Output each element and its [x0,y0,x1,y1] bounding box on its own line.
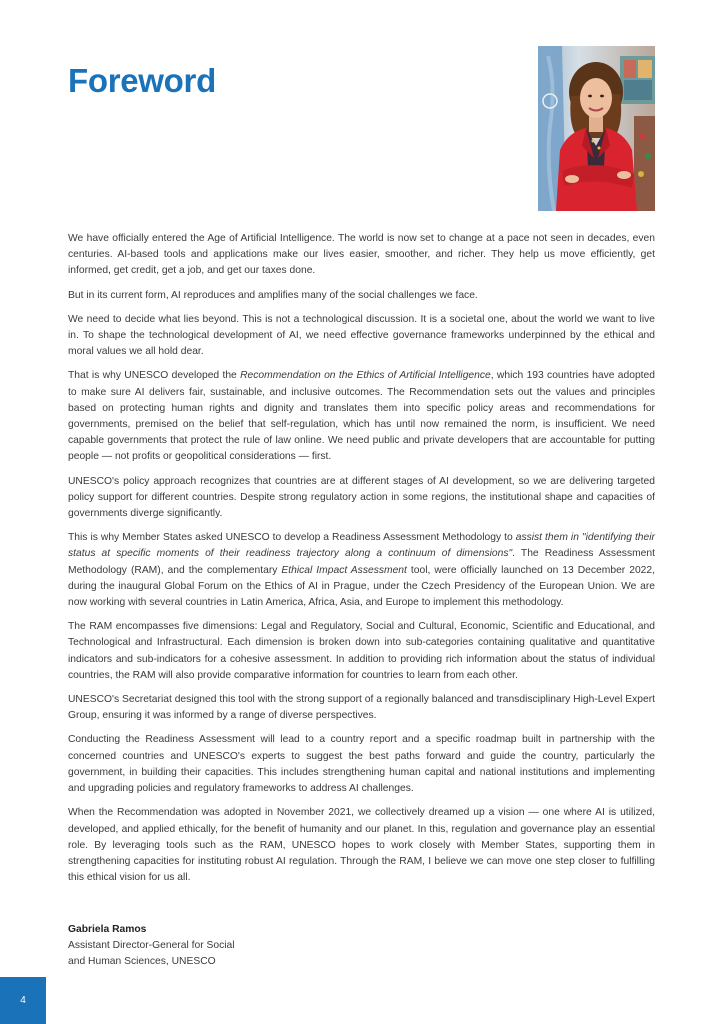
paragraph-3: We need to decide what lies beyond. This is not a technological discussion. It is a societal one, about the world we want to live in. To shape the technological development of AI, we need effective governance frameworks underpinned by the ethical and moral values we all hold dear. [68,313,655,358]
signatory-title-line-2: and Human Sciences, UNESCO [68,956,216,967]
paragraph-8: UNESCO's Secretariat designed this tool with the strong support of a regionally balanced and transdisciplinary High-Level Expert Group, ensuring it was informed by a range of diverse perspectives. [68,694,655,722]
ram-quote: assist them in "identifying their status at specific moments of their readiness trajectory along a continuum of dimensions" [68,532,655,560]
signature-block [68,922,235,970]
recommendation-title: Recommendation on the Ethics of Artificial Intelligence [240,370,491,382]
eia-title: Ethical Impact Assessment [281,564,407,576]
page-number-badge [0,977,46,1024]
paragraph-6: This is why Member States asked UNESCO to develop a Readiness Assessment Methodology to assist them in "identifying their status at specific moments of their readiness trajectory along a continuum of dimensions". The Readiness Assessment Methodology (RAM), and the complementary Ethical Impact Assessment tool, were officially launched on 13 December 2022, during the inaugural Global Forum on the Ethics of AI in Prague, under the Czech Presidency of the European Union. We are now working with several countries in Latin America, Africa, Asia, and Europe to implement this methodology. [68,532,655,609]
signatory-name: Gabriela Ramos [68,924,147,935]
page-title: Foreword [68,62,216,99]
paragraph-1: We have officially entered the Age of Artificial Intelligence. The world is now set to change at a pace not seen in decades, even centuries. AI-based tools and applications make our lives easier, smoother, and richer. They help us move efficiently, get informed, get credit, get a job, and get our taxes done. [68,233,655,277]
paragraph-7: The RAM encompasses five dimensions: Legal and Regulatory, Social and Cultural, Economic, Scientific and Educational, and Technological and Infrastructural. Each dimension is broken down into sub-categories containing qualitative and quantitative indicators and sub-indicators for a cohesive assessment. In addition to providing rich information about the status of individual countries, the RAM will also provide comparative information for countries to learn from each other. [68,621,655,681]
foreword-body [68,231,655,894]
portrait-photo [538,46,655,211]
paragraph-10: When the Recommendation was adopted in November 2021, we collectively dreamed up a vision — one where AI is utilized, developed, and applied ethically, for the benefit of humanity and our planet. In this, regulation and governance play an essential role. By leveraging tools such as the RAM, UNESCO hopes to work closely with Member States, supporting them in strengthening capacities for instituting robust AI regulation. Through the RAM, I believe we can move one step closer to fulfilling this ethical vision for us all. [68,807,655,884]
paragraph-4: That is why UNESCO developed the Recommendation on the Ethics of Artificial Intelligence, which 193 countries have adopted to make sure AI delivers fair, sustainable, and inclusive outcomes. The Recommendation sets out the values and principles based on protecting human rights and dignity and translates them into specific policy areas and recommendations for governments, premised on the belief that self-regulation, which has until now remained the norm, is insufficient. We need capable governments that protect the rule of law online. We need public and private developers that are accountable for putting people — not profits or geopolitical considerations — first. [68,370,655,463]
signatory-title-line-1: Assistant Director-General for Social [68,940,235,951]
paragraph-2: But in its current form, AI reproduces and amplifies many of the social challenges we face. [68,289,478,301]
page-number: 4 [20,995,26,1006]
portrait-illustration [538,46,655,211]
paragraph-9: Conducting the Readiness Assessment will lead to a country report and a specific roadmap built in partnership with the concerned countries and UNESCO's experts to suggest the best paths forward and guide the country, particularly the government, in building their capacities. This includes strengthening human capital and national institutions and implementing and upgrading policies and regulatory frameworks to address AI challenges. [68,734,655,795]
paragraph-5: UNESCO's policy approach recognizes that countries are at different stages of AI development, so we are delivering targeted policy support for different countries. Despite strong regulatory action in some regions, the institutional shape and capacities of governments diverge significantly. [68,475,655,520]
